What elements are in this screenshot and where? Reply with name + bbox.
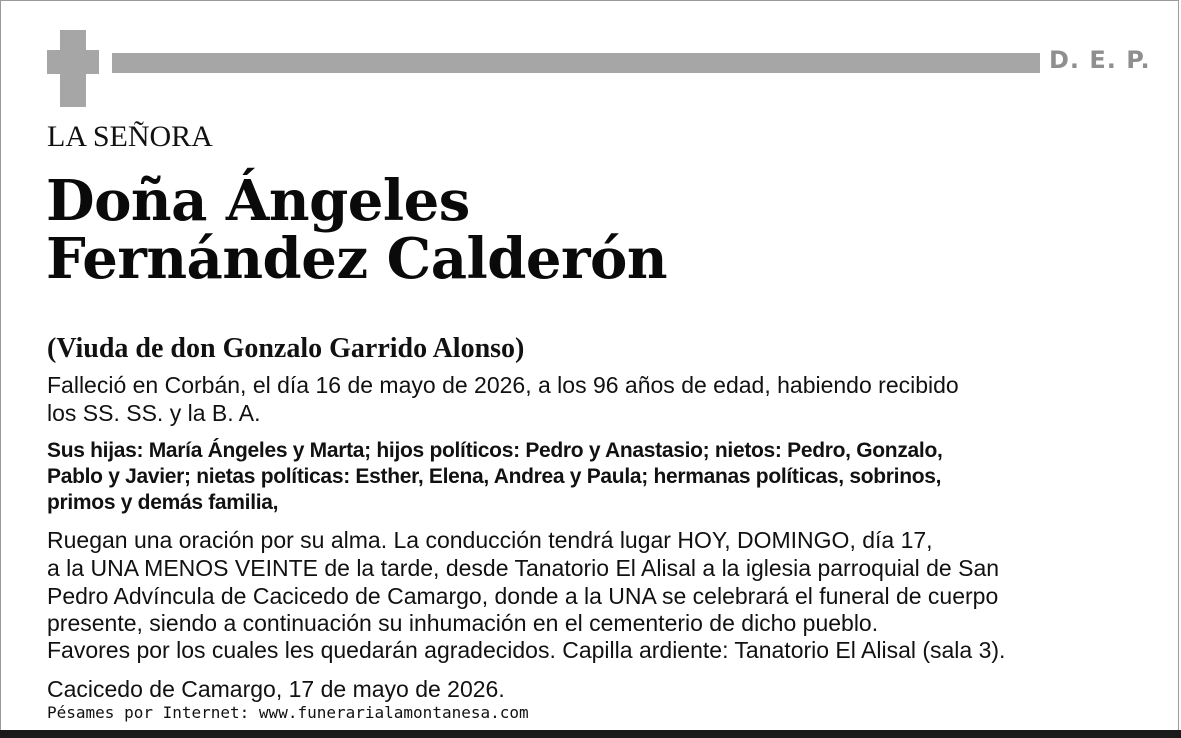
service-line: a la UNA MENOS VEINTE de la tarde, desde Tanatorio El Alisal a la iglesia parroquial de San: [47, 555, 1000, 581]
place-date: Cacicedo de Camargo, 17 de mayo de 2026.: [47, 676, 505, 702]
bottom-rule: [0, 730, 1181, 738]
service-line: Favores por los cuales les quedarán agradecidos. Capilla ardiente: Tanatorio El Alisal (sala 3).: [47, 637, 1006, 663]
death-notice-line: Falleció en Corbán, el día 16 de mayo de 2026, a los 96 años de edad, habiendo recibido: [47, 372, 959, 398]
family-line: primos y demás familia,: [47, 491, 279, 514]
dep-label: D. E. P.: [1049, 46, 1151, 74]
condolences-link[interactable]: Pésames por Internet: www.funerarialamontanesa.com: [47, 703, 529, 722]
widow-note: (Viuda de don Gonzalo Garrido Alonso): [47, 333, 525, 364]
family-line: Sus hijas: María Ángeles y Marta; hijos políticos: Pedro y Anastasio; nietos: Pedro, Gonzalo,: [47, 439, 943, 462]
service-line: Pedro Advíncula de Cacicedo de Camargo, donde a la UNA se celebrará el funeral de cuerpo: [47, 583, 999, 609]
family-line: Pablo y Javier; nietas políticas: Esther, Elena, Andrea y Paula; hermanas políticas, sobrinos,: [47, 465, 942, 488]
header-rule: [112, 53, 1040, 73]
deceased-name-line-1: Doña Ángeles: [46, 168, 470, 234]
honorific: LA SEÑORA: [47, 120, 213, 153]
deceased-name-line-2: Fernández Calderón: [46, 226, 668, 292]
death-notice-line: los SS. SS. y la B. A.: [47, 400, 261, 426]
service-line: presente, siendo a continuación su inhumación en el cementerio de dicho pueblo.: [47, 610, 879, 636]
cross-icon-bar: [47, 50, 99, 74]
service-line: Ruegan una oración por su alma. La conducción tendrá lugar HOY, DOMINGO, día 17,: [47, 527, 933, 553]
